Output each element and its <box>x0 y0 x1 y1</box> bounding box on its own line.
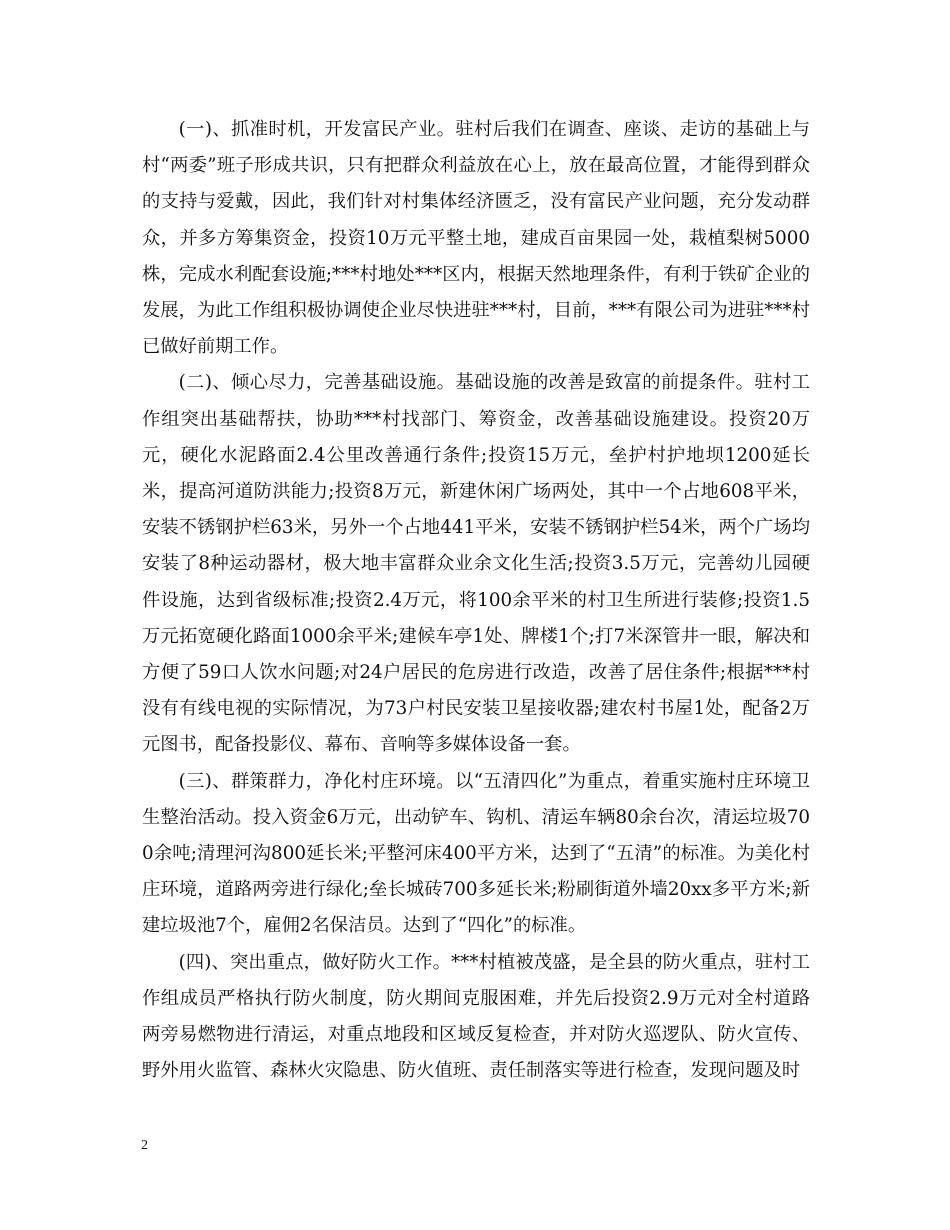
paragraph-industry: (一)、抓准时机，开发富民产业。驻村后我们在调查、座谈、走访的基础上与村“两委”班子形成共识，只有把群众利益放在心上，放在最高位置，才能得到群众的支持与爱戴，因此，我们针对村集体经济匮乏，没有富民产业问题，充分发动群众，并多方筹集资金，投资10万元平整土地，建成百亩果园一处，栽植梨树5000株，完成水利配套设施;***村地处***区内，根据天然地理条件，有利于铁矿企业的发展，为此工作组积极协调使企业尽快进驻***村，目前，***有限公司为进驻***村已做好前期工作。 <box>142 119 810 358</box>
paragraph-fire-prevention: (四)、突出重点，做好防火工作。***村植被茂盛，是全县的防火重点，驻村工作组成员严格执行防火制度，防火期间克服困难，并先后投资2.9万元对全村道路两旁易燃物进行清运，对重点地段和区域反复检查，并对防火巡逻队、防火宣传、野外用火监管、森林火灾隐患、防火值班、责任制落实等进行检查，发现问题及时 <box>142 951 810 1082</box>
paragraph-environment: (三)、群策群力，净化村庄环境。以“五清四化”为重点，着重实施村庄环境卫生整治活动。投入资金6万元，出动铲车、钩机、清运车辆80余台次，清运垃圾700余吨;清理河沟800延长米;平整河床400平方米，达到了“五清”的标准。为美化村庄环境，道路两旁进行绿化;垒长城砖700多延长米;粉刷街道外墙20xx多平方米;新建垃圾池7个，雇佣2名保洁员。达到了“四化”的标准。 <box>142 770 810 937</box>
page-number: 2 <box>141 1138 148 1153</box>
document-body <box>142 112 810 1089</box>
paragraph-infrastructure: (二)、倾心尽力，完善基础设施。基础设施的改善是致富的前提条件。驻村工作组突出基础帮扶，协助***村找部门、筹资金，改善基础设施建设。投资20万元，硬化水泥路面2.4公里改善通行条件;投资15万元，垒护村护地坝1200延长米，提高河道防洪能力;投资8万元，新建休闲广场两处，其中一个占地608平米，安装不锈钢护栏63米，另外一个占地441平米，安装不锈钢护栏54米，两个广场均安装了8种运动器材，极大地丰富群众业余文化生活;投资3.5万元，完善幼儿园硬件设施，达到省级标准;投资2.4万元，将100余平米的村卫生所进行装修;投资1.5万元拓宽硬化路面1000余平米;建候车亭1处、牌楼1个;打7米深管井一眼，解决和方便了59口人饮水问题;对24户居民的危房进行改造，改善了居住条件;根据***村没有有线电视的实际情况，为73户村民安装卫星接收器;建农村书屋1处，配备2万元图书，配备投影仪、幕布、音响等多媒体设备一套。 <box>142 372 810 756</box>
